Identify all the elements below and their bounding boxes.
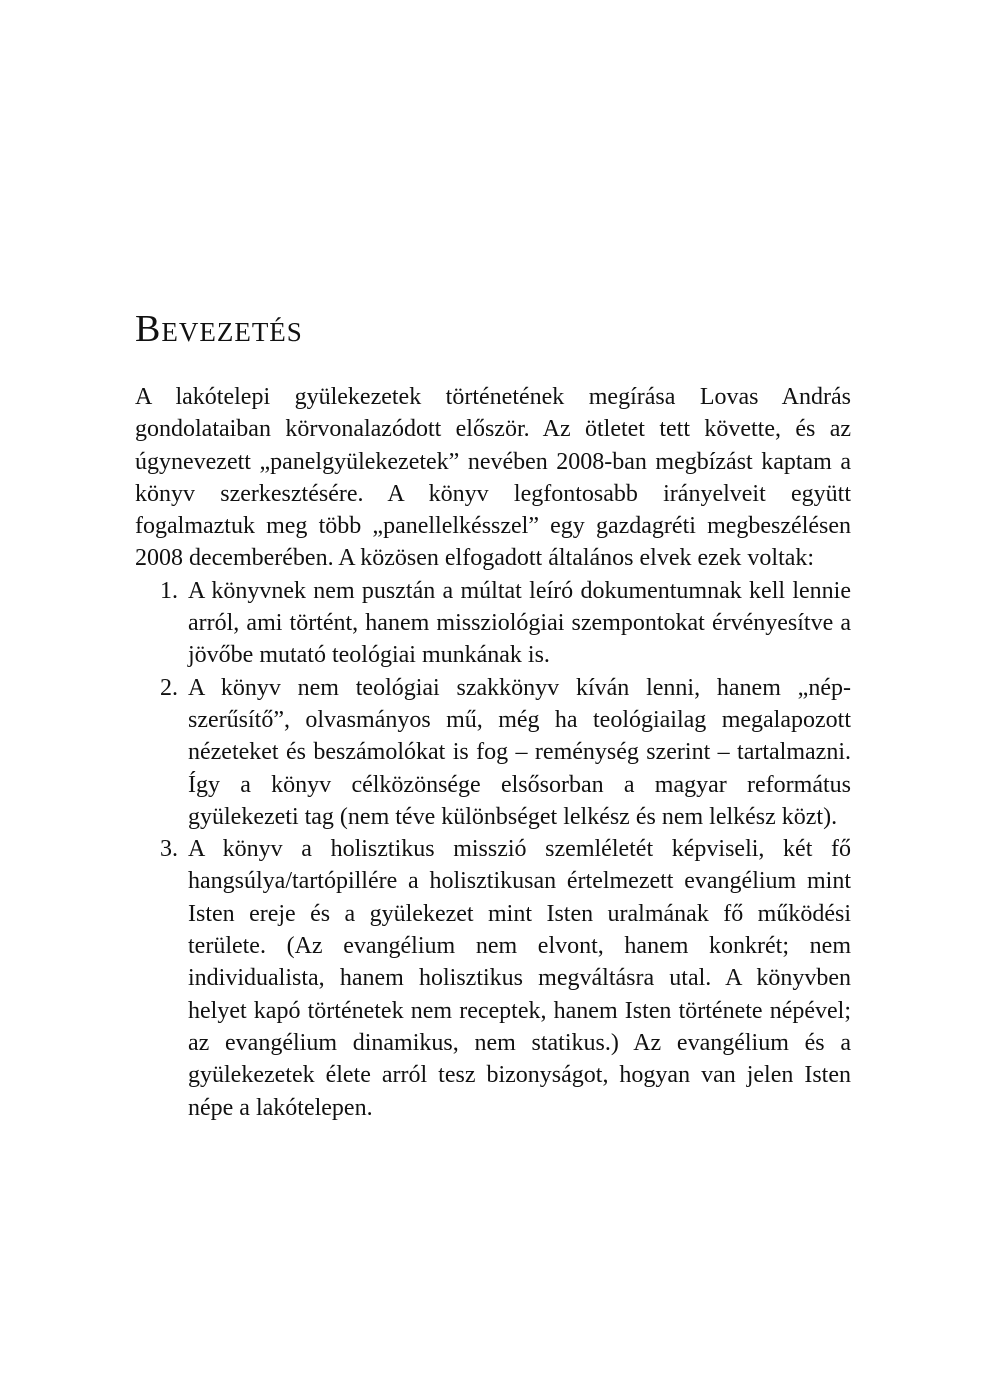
list-item [135,672,851,833]
list-item-number: 2. [160,674,178,701]
chapter-body [135,381,851,1124]
list-item-text: A könyv nem teológiai szakkönyv kíván lenni, hanem „népszerűsítő”, olvasmányos mű, még ha teológiailag megalapozott nézeteket és beszámolókat is fog – reménység szerint – tartalmazni. Így a könyv célközönsége elsősorban a magyar református gyülekezeti tag (nem téve különbséget lelkész és nem lelkész közt). [188,674,851,830]
list-item-text: A könyvnek nem pusztán a múltat leíró dokumentumnak kell lennie arról, ami történt, hanem missziológiai szempontokat érvényesítve a jövőbe mutató teológiai munkának is. [188,577,851,669]
list-item [135,575,851,672]
list-item [135,833,851,1124]
list-item-text: A könyv a holisztikus misszió szemléletét képviseli, két fő hangsúlya/tartópillére a holisztikusan értelmezett evangélium mint Isten ereje és a gyülekezet mint Isten uralmának fő működési területe. (Az evangélium nem elvont, hanem konkrét; nem individualista, hanem holisztikus megváltásra utal. A könyvben helyet kapó történetek nem receptek, hanem Isten története népével; az evangélium dinamikus, nem statikus.) Az evangélium és a gyülekezetek élete arról tesz bizonyságot, hogyan van jelen Isten népe a lakótelepen. [188,836,851,1121]
list-item-number: 1. [160,577,178,604]
intro-paragraph: A lakótelepi gyülekezetek történetének megírása Lovas András gondolataiban körvonalazódott először. Az ötletet tett követte, és az úgynevezett „panelgyülekezetek” nevében 2008-ban megbízást kaptam a könyv szerkesztésére. A könyv legfontosabb irányelveit együtt fogalmaztuk meg több „panellelkésszel” egy gazdagréti megbeszélésen 2008 decemberében. A közösen elfogadott általános elvek ezek voltak: [135,384,851,572]
principles-list [135,575,851,1124]
list-item-number: 3. [160,836,178,863]
chapter-title: Bevezetés [135,308,303,350]
